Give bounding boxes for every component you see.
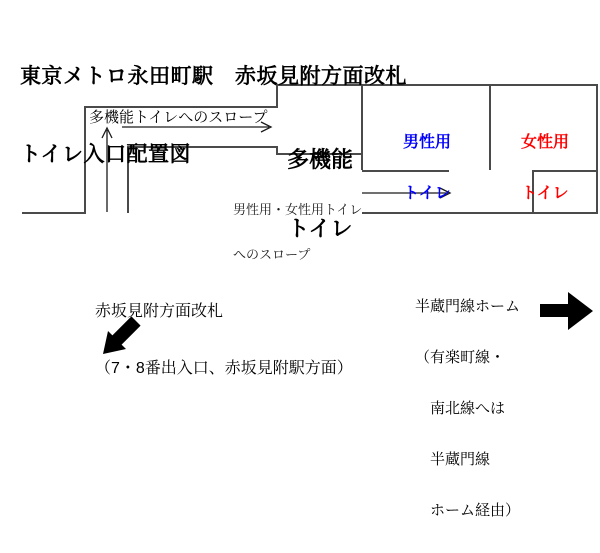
gate-info-label (95, 264, 353, 416)
platform-info-line4: 半蔵門線 (415, 451, 491, 468)
platform-info-line2: （有楽町線・ (415, 349, 506, 366)
platform-info-line3: 南北線へは (415, 400, 506, 417)
mens-toilet-label (387, 100, 467, 236)
platform-info-line1: 半蔵門線ホーム (415, 298, 521, 315)
ramp-to-mens-womens-label-line2: へのスロープ (233, 247, 311, 262)
multi-function-toilet-label-line2: トイレ (287, 216, 353, 241)
page-title-line2: トイレ入口配置図 (20, 143, 191, 166)
multi-function-toilet-label-line1: 多機能 (286, 147, 353, 172)
womens-toilet-label (505, 100, 585, 236)
mens-toilet-label-line1: 男性用 (402, 134, 451, 151)
gate-info-line1: 赤坂見附方面改札 (95, 303, 224, 320)
gate-info-line2: （7・8番出入口、赤坂見附駅方面） (95, 360, 353, 377)
platform-info-label (415, 264, 520, 553)
womens-toilet-label-line1: 女性用 (520, 134, 569, 151)
page-title-line1: 東京メトロ永田町駅 赤坂見附方面改札 (20, 65, 407, 88)
platform-info-line5: ホーム経由） (415, 502, 521, 519)
ramp-to-mens-womens-label-line1: 男性用・女性用トイレ (233, 202, 363, 217)
ramp-to-multi-function-label: 多機能トイレへのスロープ (89, 109, 268, 126)
womens-toilet-label-line2: トイレ (521, 185, 569, 202)
mens-toilet-label-line2: トイレ (403, 185, 451, 202)
thick-right-arrow-icon (540, 292, 593, 330)
